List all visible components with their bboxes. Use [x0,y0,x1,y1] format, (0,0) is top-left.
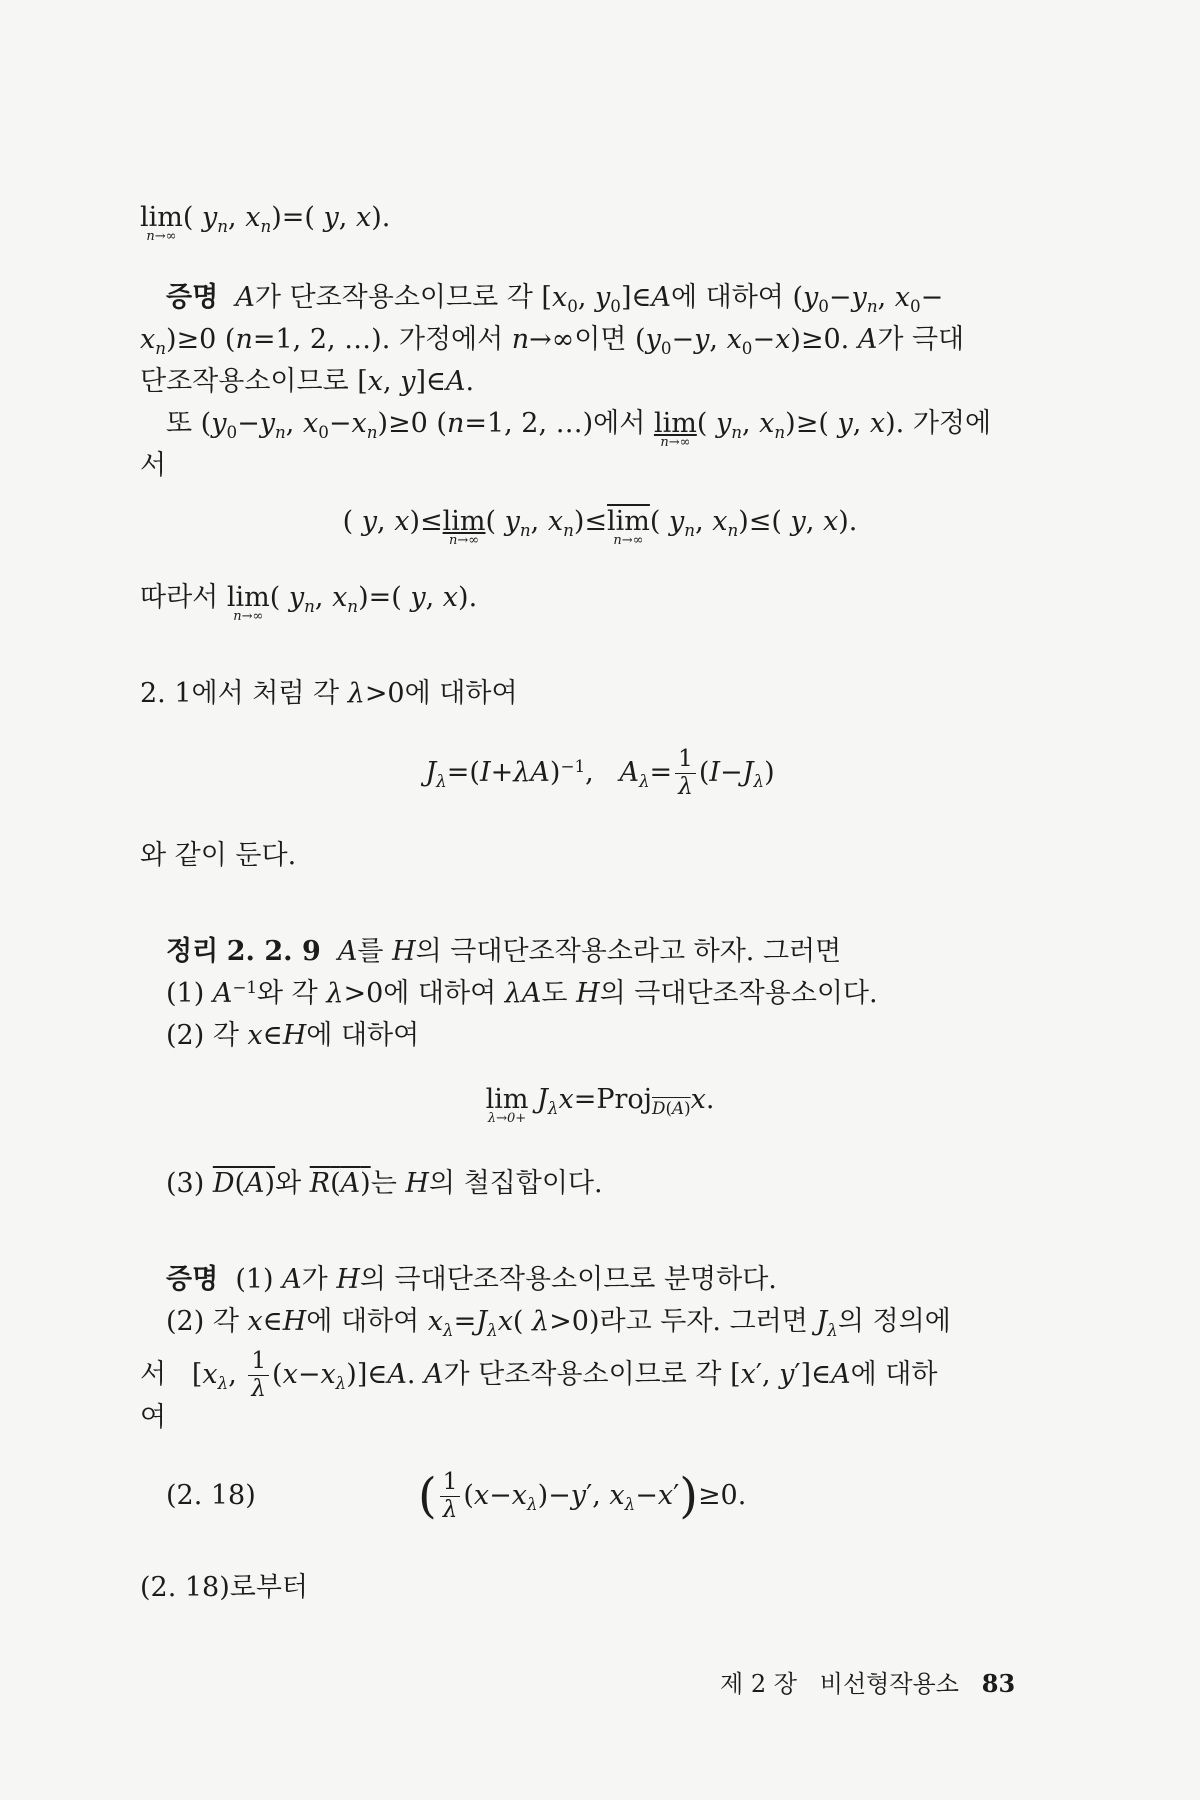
definition-end-line: 와 같이 둔다. [140,840,297,871]
proof-line-4: 또 ($y_0-y_n$, $x_0-x_n)\ge 0$ (n=1, 2, …)에서 lim n→∞ ( $y_n$, $x_n)\ge$( y, x). 가정에 [166,404,991,444]
fraction: $\frac{1}{\lambda}$ [675,748,696,799]
equation-2-18: ( $\frac{1}{\lambda}$ $(x-x_\lambda)-y'$, $x_\lambda-x')\ge 0$. [418,1468,747,1524]
closing-line: (2. 18)로부터 [140,1572,309,1603]
page-number: 83 [981,1669,1016,1698]
theorem-item-2: (2) 각 x∈H에 대하여 [166,1020,420,1051]
theorem-item-3: (3) D(A)와 R(A)는 H의 철집합이다. [166,1168,603,1199]
proof-line-1: 증명 A가 단조작용소이므로 각 [$x_0$, $y_0]\in A$에 대하여 ($y_0-y_n$, $x_0-$ [166,282,944,316]
proof-part-2-line-1: (2) 각 x∈H에 대하여 $x_\lambda=J_\lambda x$( λ>0)라고 두자. 그러면 $J_\lambda$의 정의에 [166,1306,951,1340]
proof-part-2-line-2: 서 [$x_\lambda$, $\frac{1}{\lambda}$ $(x-x_\lambda)]\in A$. A가 단조작용소이므로 각 [x′, y′]∈A에 대하 [140,1348,938,1402]
proof-line-2: $x_n)\ge 0$ (n=1, 2, …). 가정에서 n→∞이면 ($y_0-y$, $x_0-x)\ge 0$. A가 극대 [140,324,965,358]
proof-line-3: 단조작용소이므로 [x, y]∈A. [140,366,475,397]
liminf-operator: lim n→∞ [653,408,697,450]
conclusion-line: 따라서 lim n→∞ ( $y_n$, $x_n)=$( y, x). [140,582,478,624]
proof-part-1: 증명 (1) A가 H의 극대단조작용소이므로 분명하다. [166,1264,777,1295]
theorem-heading: 정리 2. 2. 9 A를 H의 극대단조작용소라고 하자. 그러면 [166,936,842,967]
equation-number: (2. 18) [166,1480,256,1511]
limit-operator: lim n→∞ [140,202,183,244]
theorem-item-1: (1) $A^{-1}$와 각 λ>0에 대하여 λA도 H의 극대단조작용소이다. [166,976,878,1009]
limit-statement: lim n→∞ ( $y_n$, $x_n)=$( y, x). [140,198,390,238]
chapter-title: 비선형작용소 [819,1670,959,1698]
section-ref-line: 2. 1에서 처럼 각 λ>0에 대하여 [140,678,518,709]
resolvent-definition: $J_\lambda=(I+\lambda A)^{-1}$, $A_\lambda=$ $\frac{1}{\lambda}$ $(I-J_\lambda)$ [425,746,775,800]
projection-limit: lim λ→0+ $J_\lambda x=Proj_{D(A)}x$. [485,1084,715,1126]
page-footer [720,1664,1015,1704]
proof-line-5: 서 [140,450,167,481]
proof-part-2-line-3: 여 [140,1402,167,1433]
chapter-label: 제 2 장 [720,1670,797,1698]
inequality-chain: ( y, x)≤ lim n→∞ ( $y_n$, $x_n)\le$ $\overline{lim}$ n→∞ ( $y_n$, $x_n)\le$( y, x). [342,506,858,548]
